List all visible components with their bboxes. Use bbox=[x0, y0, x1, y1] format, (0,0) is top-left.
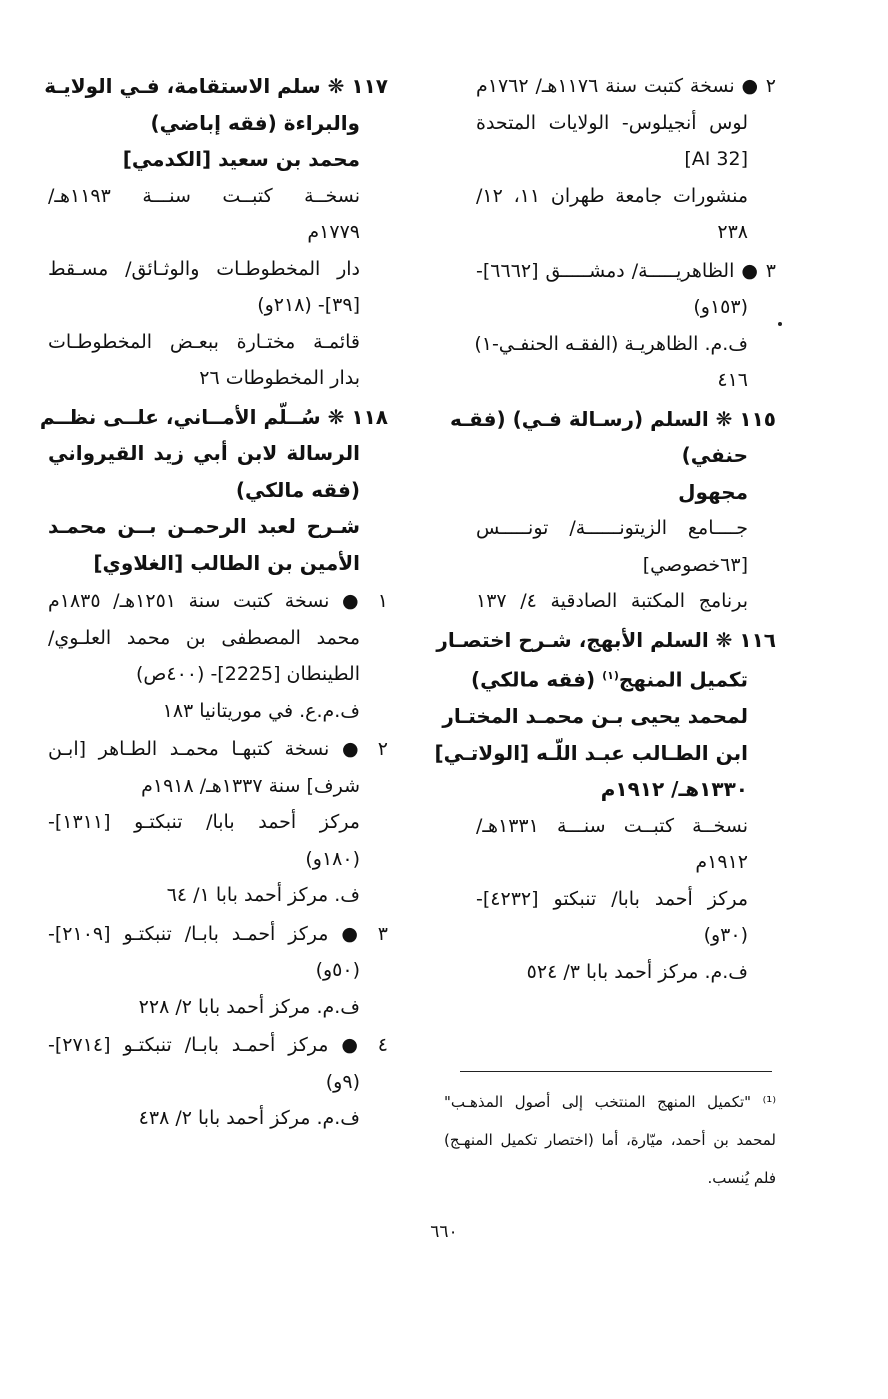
text-line bbox=[476, 178, 776, 215]
line-text: ١١٧ ❋ سلم الاستقامة، فـي الولايـة bbox=[44, 74, 388, 98]
text-line bbox=[48, 105, 388, 142]
line-text: بدار المخطوطات ٢٦ bbox=[199, 367, 360, 389]
text-line bbox=[476, 771, 776, 808]
entry-block bbox=[44, 68, 388, 397]
text-line bbox=[476, 474, 776, 511]
text-line bbox=[48, 656, 388, 693]
line-text: [٦٣خصوصي] bbox=[642, 553, 748, 576]
line-text: ٢٣٨ bbox=[717, 221, 748, 243]
line-text: نسخــة كتبــت سنـــة ١١٩٣هـ/ bbox=[48, 184, 360, 207]
line-text: ابن الطـالب عبـد اللّـه [الولاتـي] bbox=[434, 740, 748, 765]
line-text: نسخــة كتبــت سنـــة ١٣٣١هـ/ bbox=[476, 814, 748, 837]
footnote-ref: (١) bbox=[602, 669, 619, 682]
line-text: دار المخطوطـات والوثـائق/ مسـقط bbox=[48, 257, 360, 280]
text-line bbox=[48, 1064, 388, 1101]
text-line bbox=[434, 735, 776, 772]
line-text: (٣٠و) bbox=[703, 924, 748, 947]
text-line bbox=[48, 141, 388, 178]
text-line bbox=[48, 989, 388, 1026]
text-line bbox=[48, 693, 388, 730]
line-text: قائمـة مختـارة ببعـض المخطوطـات bbox=[48, 330, 360, 353]
line-text: ١٧٧٩م bbox=[307, 221, 360, 243]
text-line bbox=[476, 141, 776, 178]
line-text: ف.م. الظاهريـة (الفقـه الحنفـي-١) bbox=[474, 332, 748, 355]
line-text: ٤١٦ bbox=[717, 369, 748, 391]
text-line bbox=[476, 105, 776, 142]
text-line bbox=[476, 547, 776, 584]
line-text: ٢ ● نسخة كتبت سنة ١١٧٦هـ/ ١٧٦٢م bbox=[476, 75, 776, 97]
text-line bbox=[48, 1100, 388, 1137]
text-line bbox=[476, 253, 776, 290]
text-line bbox=[48, 287, 388, 324]
text-line bbox=[48, 435, 388, 472]
line-text: ف.م. مركز أحمد بابا ٢/ ٤٣٨ bbox=[138, 1107, 360, 1129]
line-text: منشورات جامعة طهران ١١، ١٢/ bbox=[476, 184, 749, 207]
stray-dot bbox=[778, 322, 782, 326]
text-line bbox=[476, 917, 776, 954]
line-text: ١٣٣٠هـ/ ١٩١٢م bbox=[600, 777, 748, 802]
text-line bbox=[476, 68, 776, 105]
entry-block bbox=[476, 68, 776, 251]
footnote-line: لمحمد بن أحمد، ميّارة، أما (اختصار تكميل المنهـج) bbox=[444, 1131, 776, 1149]
footnote-line: فلم يُنسب. bbox=[707, 1169, 776, 1187]
footnote-line: ⁽¹⁾ "تكميل المنهج المنتخب إلى أصول المذهـب" bbox=[444, 1093, 776, 1111]
text-line bbox=[48, 214, 388, 251]
entry-block bbox=[48, 583, 388, 729]
entry-block bbox=[39, 399, 388, 582]
text-line bbox=[48, 841, 388, 878]
text-line bbox=[48, 768, 388, 805]
entry-block bbox=[48, 1027, 388, 1137]
text-line bbox=[450, 401, 776, 438]
text-line bbox=[476, 881, 776, 918]
line-text: (١٨٠و) bbox=[305, 847, 360, 870]
line-text: (فقه مالكي) bbox=[235, 477, 360, 502]
line-text: (١٥٣و) bbox=[693, 296, 748, 318]
line-text: ف.م. مركز أحمد بابا ٣/ ٥٢٤ bbox=[526, 960, 748, 983]
line-text: ١١٨ ❋ سُــلّم الأمــاني، علــى نظــم bbox=[39, 404, 388, 429]
text-line bbox=[476, 583, 776, 620]
line-text: مجهول bbox=[678, 479, 748, 504]
text-line bbox=[476, 808, 776, 845]
line-text: الطينطان [2225]- (٤٠٠ص) bbox=[135, 663, 360, 685]
text-line bbox=[48, 324, 388, 361]
text-line bbox=[48, 804, 388, 841]
line-text: ٣ ● مركز أحمـد بابـا/ تنبكتـو [٢١٠٩]- bbox=[48, 922, 388, 945]
text-line bbox=[48, 731, 388, 768]
text-line bbox=[48, 877, 388, 914]
entry-block bbox=[48, 731, 388, 914]
text-line bbox=[476, 844, 776, 881]
text-line bbox=[476, 289, 776, 326]
line-text: (٥٠و) bbox=[315, 959, 360, 981]
line-text: الأمين بن الطالب [الغلاوي] bbox=[93, 550, 360, 575]
line-text-after: (فقه مالكي) bbox=[471, 667, 603, 692]
text-line bbox=[48, 1027, 388, 1064]
text-line bbox=[476, 362, 776, 399]
text-line bbox=[48, 583, 388, 620]
text-line bbox=[471, 658, 776, 698]
line-text: ف.م. مركز أحمد بابا ٢/ ٢٢٨ bbox=[138, 995, 360, 1018]
line-text: ١١٥ ❋ السلم (رسـالة فـي) (فقـه bbox=[450, 406, 776, 431]
line-text: ٢ ● نسخة كتبهـا محمـد الطـاهر [ابـن bbox=[48, 738, 388, 760]
line-text: ف. مركز أحمد بابا ١/ ٦٤ bbox=[166, 884, 360, 906]
text-line bbox=[48, 545, 388, 582]
text-line bbox=[442, 698, 776, 735]
line-text: لمحمد يحيى بـن محمـد المختـار bbox=[442, 704, 748, 729]
footnote bbox=[444, 1083, 776, 1197]
line-text: مركز أحمد بابا/ تنبكتـو [١٣١١]- bbox=[48, 811, 360, 833]
entry-block bbox=[450, 401, 776, 620]
line-text: محمد المصطفى بن محمد العلـوي/ bbox=[48, 626, 360, 649]
left-column bbox=[39, 68, 388, 1137]
line-text: مركز أحمد بابا/ تنبكتو [٤٢٣٢]- bbox=[476, 887, 748, 910]
entry-block bbox=[48, 916, 388, 1026]
line-text: [AI 32] bbox=[684, 148, 748, 170]
line-text: برنامج المكتبة الصادقية ٤/ ١٣٧ bbox=[476, 590, 748, 612]
text-line bbox=[48, 916, 388, 953]
line-text: ٣ ● الظاهريـــــة/ دمشـــــق [٦٦٦٢]- bbox=[476, 259, 776, 282]
line-text: ١١٦ ❋ السلم الأبهج، شـرح اختصـار bbox=[436, 627, 776, 652]
line-text: ف.م.ع. في موريتانيا ١٨٣ bbox=[162, 699, 360, 722]
page-number: ٦٦٠ bbox=[430, 1222, 458, 1242]
text-line bbox=[476, 326, 776, 363]
line-text: ١٩١٢م bbox=[695, 851, 748, 874]
text-line bbox=[48, 178, 388, 215]
text-line bbox=[48, 508, 388, 545]
text-line bbox=[436, 622, 776, 659]
text-line bbox=[476, 510, 776, 547]
text-line bbox=[48, 251, 388, 288]
line-text: (٩و) bbox=[325, 1070, 360, 1093]
line-text: ٤ ● مركز أحمـد بابـا/ تنبكتـو [٢٧١٤]- bbox=[48, 1034, 388, 1056]
right-column bbox=[434, 68, 776, 990]
footnote-rule bbox=[460, 1071, 772, 1072]
entry-block bbox=[434, 622, 776, 991]
line-text: حنفي) bbox=[681, 443, 748, 467]
line-text: تكميل المنهج bbox=[618, 667, 748, 692]
line-text: شرف] سنة ١٣٣٧هـ/ ١٩١٨م bbox=[141, 774, 360, 797]
text-line bbox=[48, 620, 388, 657]
line-text: لوس أنجيلوس- الولايات المتحدة bbox=[476, 111, 748, 134]
entry-block bbox=[476, 253, 776, 399]
text-line bbox=[476, 954, 776, 991]
line-text: الرسالة لابن أبي زيد القيرواني bbox=[48, 441, 360, 465]
text-line bbox=[476, 214, 776, 251]
line-text: محمد بن سعيد [الكدمي] bbox=[122, 147, 360, 171]
text-line bbox=[39, 399, 388, 436]
line-text: ١ ● نسخة كتبت سنة ١٢٥١هـ/ ١٨٣٥م bbox=[48, 590, 388, 612]
text-line bbox=[48, 472, 388, 509]
text-line bbox=[476, 437, 776, 474]
text-line bbox=[44, 68, 388, 105]
line-text: جــــامع الزيتونــــــة/ تونـــــس bbox=[476, 517, 748, 539]
line-text: [٣٩]- (٢١٨و) bbox=[257, 294, 360, 316]
line-text: والبراءة (فقه إباضي) bbox=[150, 110, 360, 135]
text-line bbox=[48, 952, 388, 989]
line-text: شـرح لعبد الرحمـن بــن محمـد bbox=[48, 514, 360, 538]
text-line bbox=[48, 360, 388, 397]
